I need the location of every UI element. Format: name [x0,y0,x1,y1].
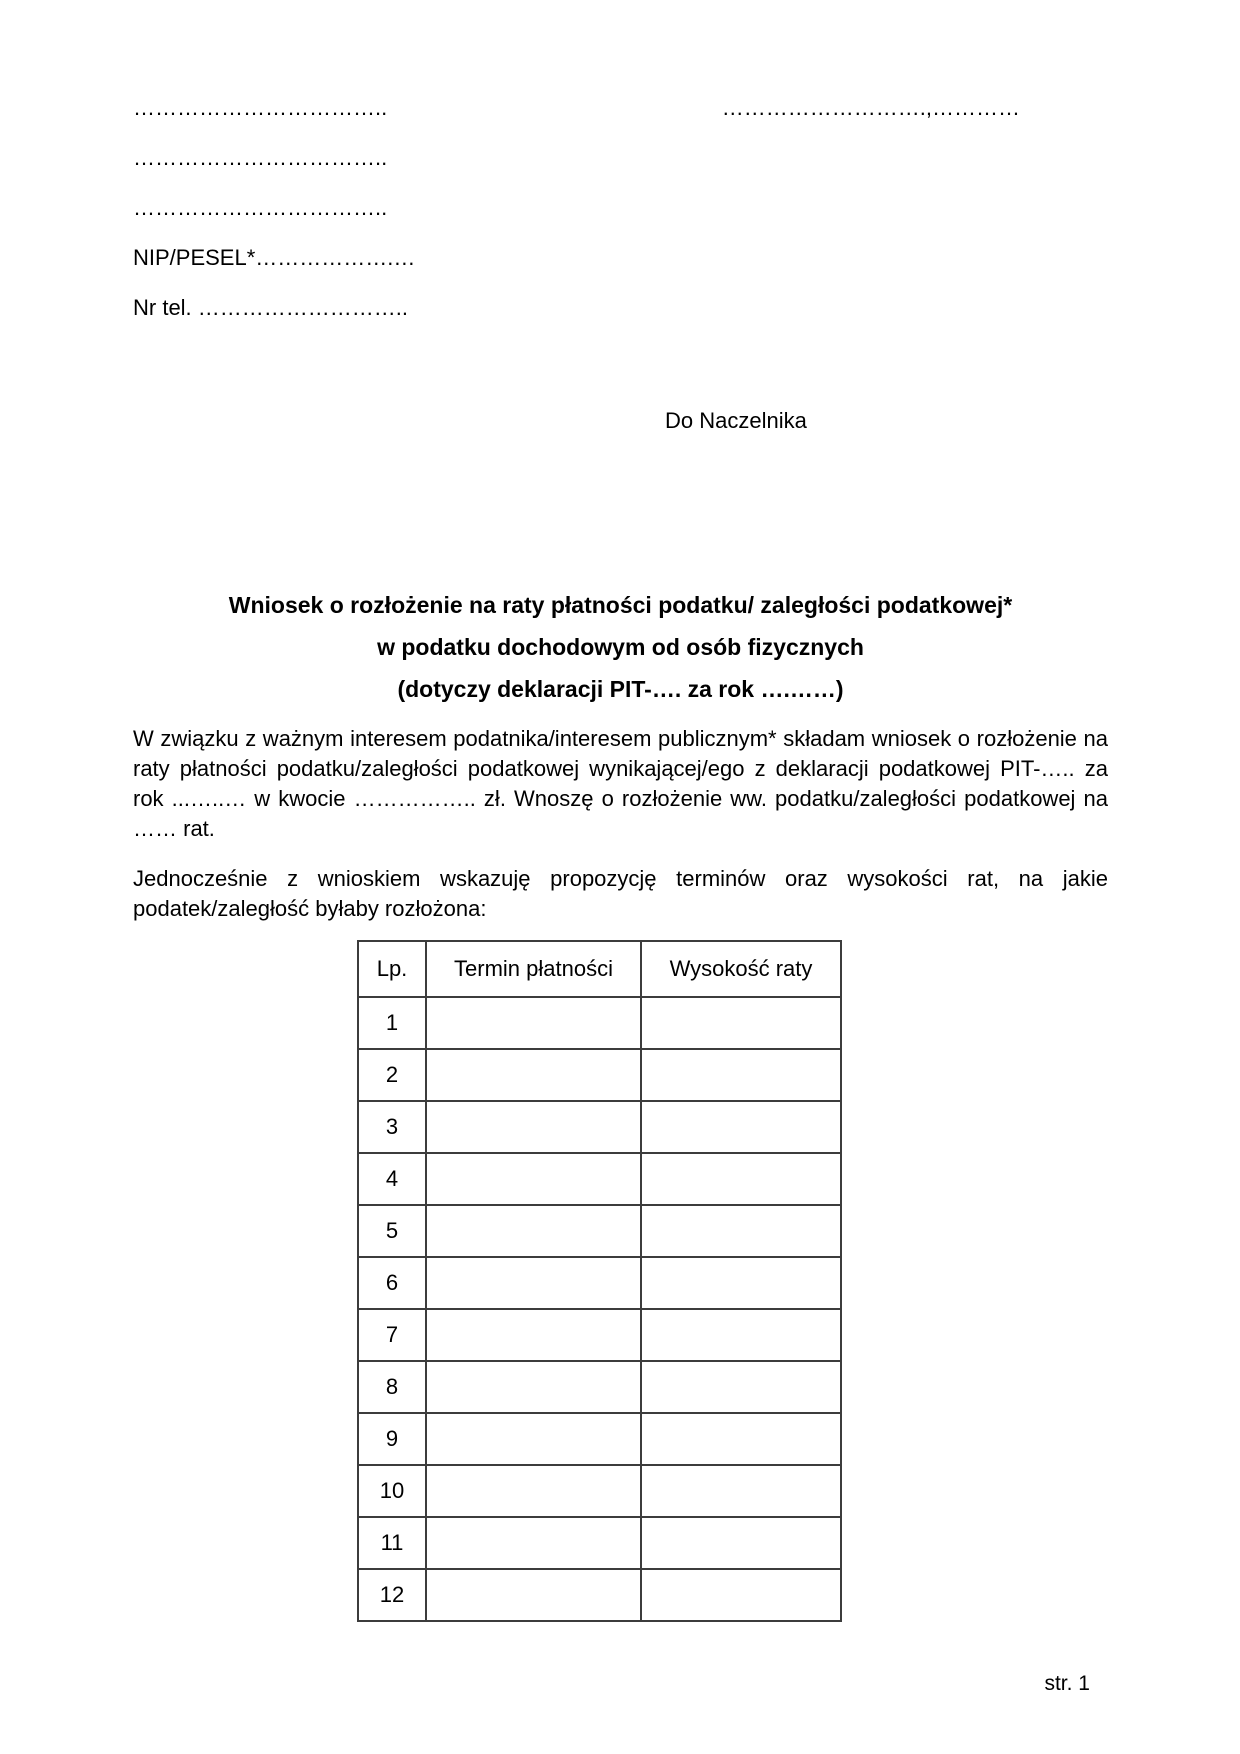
table-row [358,1153,841,1205]
installments-table [357,940,842,1622]
cell-wysokosc [641,1465,841,1517]
applicant-blank-line-1: …………………………….. [133,95,388,120]
cell-wysokosc [641,1361,841,1413]
table-row [358,997,841,1049]
cell-lp: 12 [358,1569,426,1621]
col-header-termin: Termin płatności [426,941,641,997]
place-date-blank: ……………………….,………… [721,95,1020,120]
table-row [358,1049,841,1101]
cell-termin [426,1413,641,1465]
table-row [358,1205,841,1257]
col-header-lp: Lp. [358,941,426,997]
applicant-block [133,83,415,333]
cell-wysokosc [641,997,841,1049]
col-header-wysokosc: Wysokość raty [641,941,841,997]
cell-wysokosc [641,1049,841,1101]
cell-wysokosc [641,1569,841,1621]
form-title-line-1: Wniosek o rozłożenie na raty płatności podatku/ zaległości podatkowej* [228,592,1013,618]
cell-wysokosc [641,1101,841,1153]
cell-lp: 3 [358,1101,426,1153]
document-header [133,83,1108,333]
cell-lp: 2 [358,1049,426,1101]
applicant-blank-line-3: …………………………….. [133,195,388,220]
nip-pesel-line: NIP/PESEL*……………….… [133,245,416,270]
form-title [133,584,1108,710]
cell-wysokosc [641,1413,841,1465]
table-row [358,1569,841,1621]
paragraph-request: W związku z ważnym interesem podatnika/interesem publicznym* składam wniosek o rozłożenie na raty płatności podatku/zaległości podatkowej wynikającej/ego z deklaracji podatkowej PIT-….. za rok ...…..… w kwocie …………….. zł. Wnoszę o rozłożenie ww. podatku/zaległości podatkowej na …… rat. [133,726,1108,841]
cell-wysokosc [641,1517,841,1569]
cell-wysokosc [641,1257,841,1309]
cell-wysokosc [641,1153,841,1205]
cell-termin [426,1309,641,1361]
cell-lp: 6 [358,1257,426,1309]
table-row [358,1413,841,1465]
cell-lp: 5 [358,1205,426,1257]
cell-termin [426,997,641,1049]
cell-termin [426,1049,641,1101]
cell-termin [426,1101,641,1153]
table-row [358,1465,841,1517]
table-row [358,1309,841,1361]
cell-termin [426,1569,641,1621]
cell-termin [426,1205,641,1257]
applicant-blank-line-2: …………………………….. [133,145,388,170]
table-row [358,1361,841,1413]
cell-lp: 9 [358,1413,426,1465]
table-header-row [358,941,841,997]
cell-lp: 1 [358,997,426,1049]
form-title-line-2: w podatku dochodowym od osób fizycznych [377,634,864,660]
cell-wysokosc [641,1205,841,1257]
cell-lp: 8 [358,1361,426,1413]
cell-lp: 7 [358,1309,426,1361]
cell-termin [426,1153,641,1205]
cell-lp: 4 [358,1153,426,1205]
cell-lp: 10 [358,1465,426,1517]
table-row [358,1257,841,1309]
addressee-line: Do Naczelnika [665,408,807,433]
table-row [358,1101,841,1153]
cell-termin [426,1517,641,1569]
cell-termin [426,1257,641,1309]
cell-termin [426,1465,641,1517]
paragraph-proposal: Jednocześnie z wnioskiem wskazuję propozycję terminów oraz wysokości rat, na jakie podatek/zaległość byłaby rozłożona: [133,866,1108,921]
phone-line: Nr tel. ……………………….. [133,295,409,320]
cell-termin [426,1361,641,1413]
form-title-line-3: (dotyczy deklaracji PIT-…. za rok ….……) [397,676,844,702]
cell-lp: 11 [358,1517,426,1569]
page-number: str. 1 [1044,1672,1090,1695]
cell-wysokosc [641,1309,841,1361]
table-row [358,1517,841,1569]
